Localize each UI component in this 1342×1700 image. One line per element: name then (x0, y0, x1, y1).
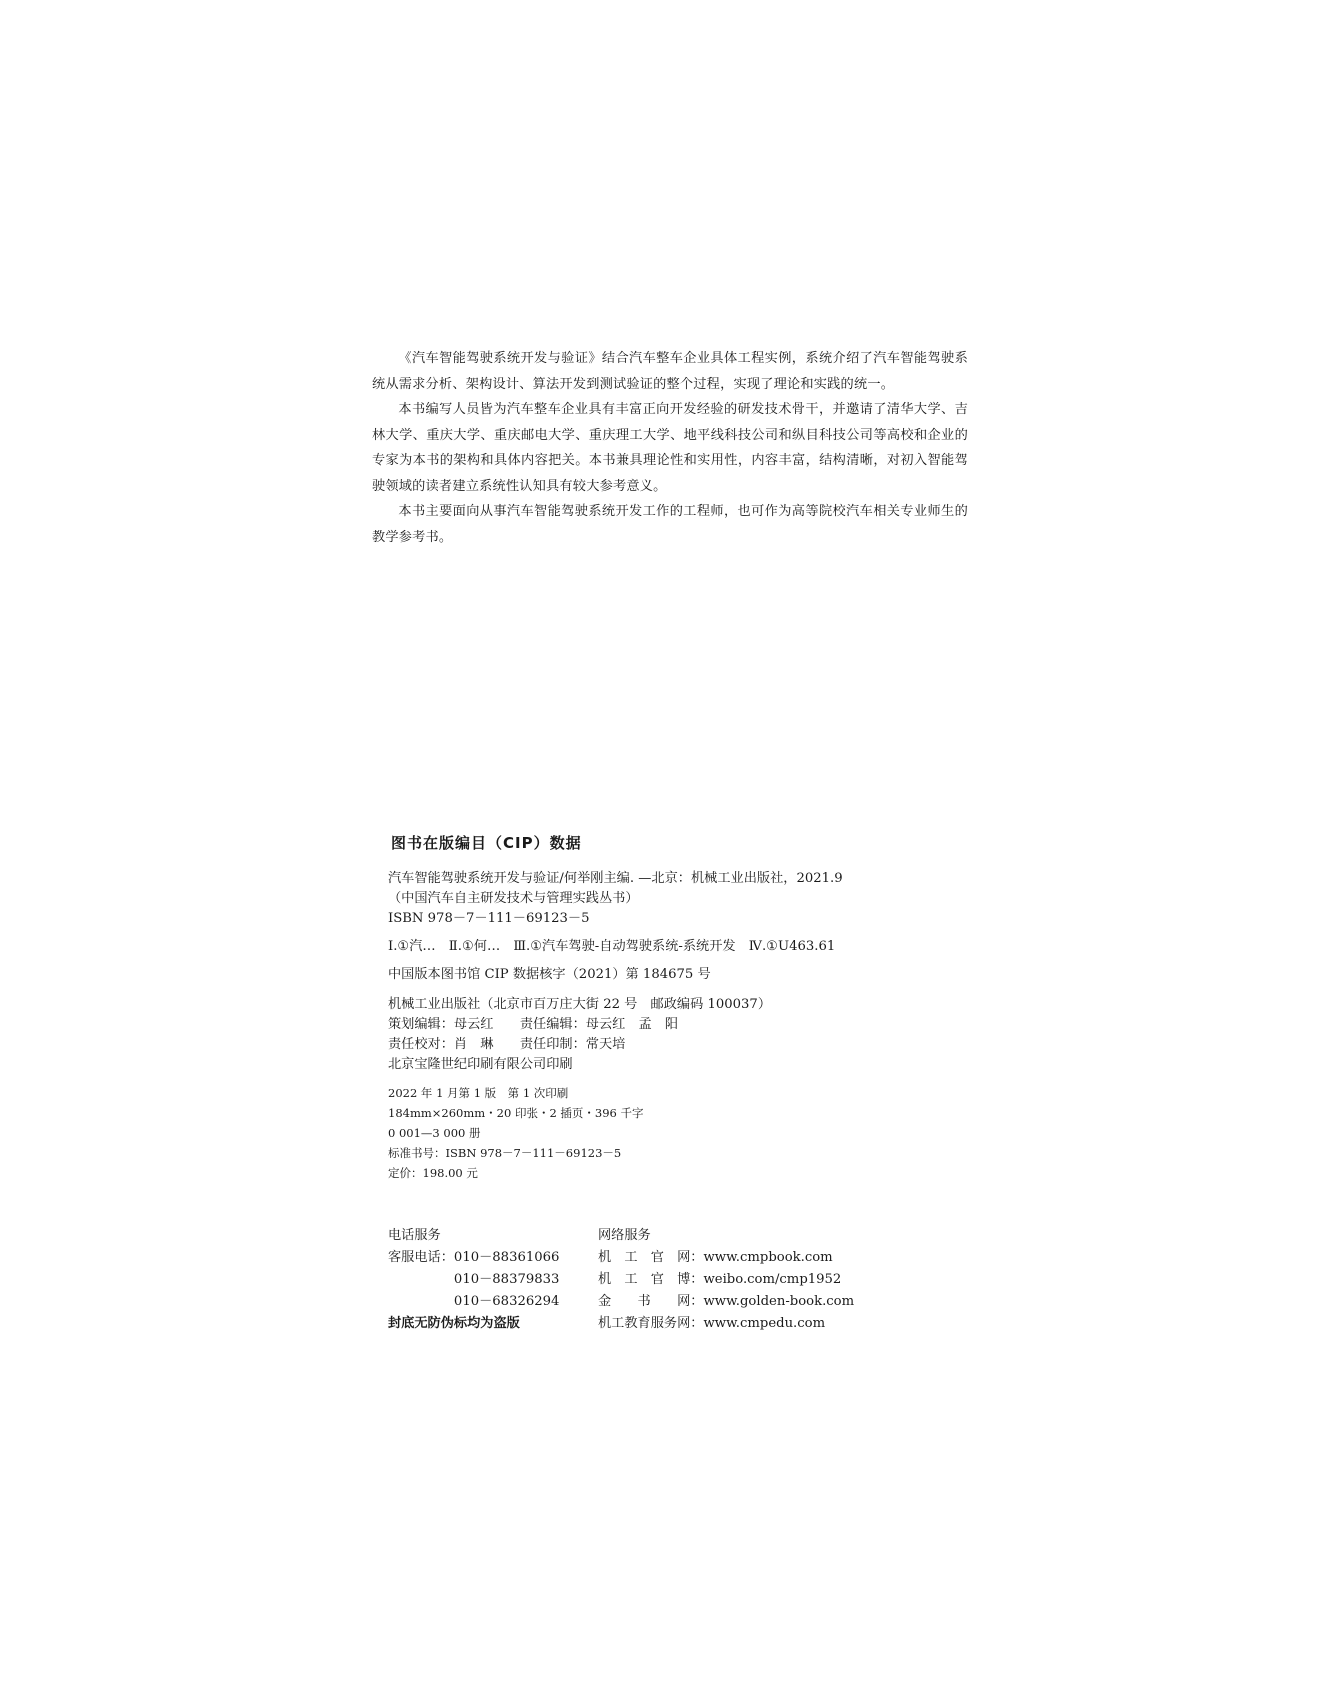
publisher-line: 机械工业出版社（北京市百万庄大街 22 号 邮政编码 100037） (388, 997, 772, 1012)
phone-services-header: 电话服务 (388, 1227, 441, 1243)
cip-number: 中国版本图书馆 CIP 数据核字（2021）第 184675 号 (388, 967, 711, 982)
print-run-line: 0 001—3 000 册 (388, 1126, 481, 1140)
intro-paragraph: 本书主要面向从事汽车智能驾驶系统开发工作的工程师，也可作为高等院校汽车相关专业师生的教学参考书。 (372, 504, 968, 545)
cip-number-block (388, 965, 948, 985)
services-header-row (388, 1222, 854, 1244)
cip-record-line: 汽车智能驾驶系统开发与验证/何举刚主编. —北京：机械工业出版社，2021.9 (388, 871, 843, 886)
phone-cell: 客服电话：010－88361066 (388, 1249, 560, 1265)
edition-line: 2022 年 1 月第 1 版 第 1 次印刷 (388, 1086, 569, 1100)
specs-block (388, 1083, 948, 1183)
services-row (388, 1266, 854, 1288)
cip-record (388, 869, 948, 929)
cip-section (388, 832, 948, 1183)
publisher-block (388, 995, 948, 1075)
price-line: 定价：198.00 元 (388, 1166, 478, 1180)
web-cell: 机 工 官 网：www.cmpbook.com (598, 1249, 833, 1265)
services-row (388, 1310, 854, 1332)
phone-cell: 010－68326294 (388, 1293, 560, 1309)
anti-piracy-notice: 封底无防伪标均为盗版 (388, 1315, 520, 1331)
cip-classification-block (388, 937, 948, 957)
cip-isbn-line: ISBN 978－7－111－69123－5 (388, 911, 590, 926)
intro-paragraph: 本书编写人员皆为汽车整车企业具有丰富正向开发经验的研发技术骨干，并邀请了清华大学、吉林大学、重庆大学、重庆邮电大学、重庆理工大学、地平线科技公司和纵目科技公司等高校和企业的专家为本书的架构和具体内容把关。本书兼具理论性和实用性，内容丰富，结构清晰，对初入智能驾驶领域的读者建立系统性认知具有较大参考意义。 (372, 402, 968, 494)
intro-paragraph: 《汽车智能驾驶系统开发与验证》结合汽车整车企业具体工程实例，系统介绍了汽车智能驾驶系统从需求分析、架构设计、算法开发到测试验证的整个过程，实现了理论和实践的统一。 (372, 351, 968, 392)
phone-cell: 010－88379833 (388, 1271, 560, 1287)
cip-classification: Ⅰ.①汽… Ⅱ.①何… Ⅲ.①汽车驾驶-自动驾驶系统-系统开发 Ⅳ.①U463.61 (388, 939, 836, 954)
cip-series-line: （中国汽车自主研发技术与管理实践丛书） (388, 891, 639, 906)
book-introduction (372, 346, 968, 550)
proofreader-line: 责任校对：肖 琳 责任印制：常天培 (388, 1037, 626, 1052)
standard-number-line: 标准书号：ISBN 978－7－111－69123－5 (388, 1146, 622, 1160)
format-line: 184mm×260mm・20 印张・2 插页・396 千字 (388, 1106, 644, 1120)
services-table (388, 1222, 854, 1332)
editor-line: 策划编辑：母云红 责任编辑：母云红 孟 阳 (388, 1017, 679, 1032)
web-cell: 机工教育服务网：www.cmpedu.com (598, 1315, 826, 1331)
services-row (388, 1244, 854, 1266)
web-cell: 金 书 网：www.golden-book.com (598, 1293, 855, 1309)
cip-title: 图书在版编目（CIP）数据 (391, 834, 582, 852)
printer-line: 北京宝隆世纪印刷有限公司印刷 (388, 1057, 573, 1072)
services-row (388, 1288, 854, 1310)
services-section (388, 1222, 854, 1332)
web-services-header: 网络服务 (598, 1227, 651, 1243)
web-cell: 机 工 官 博：weibo.com/cmp1952 (598, 1271, 842, 1287)
